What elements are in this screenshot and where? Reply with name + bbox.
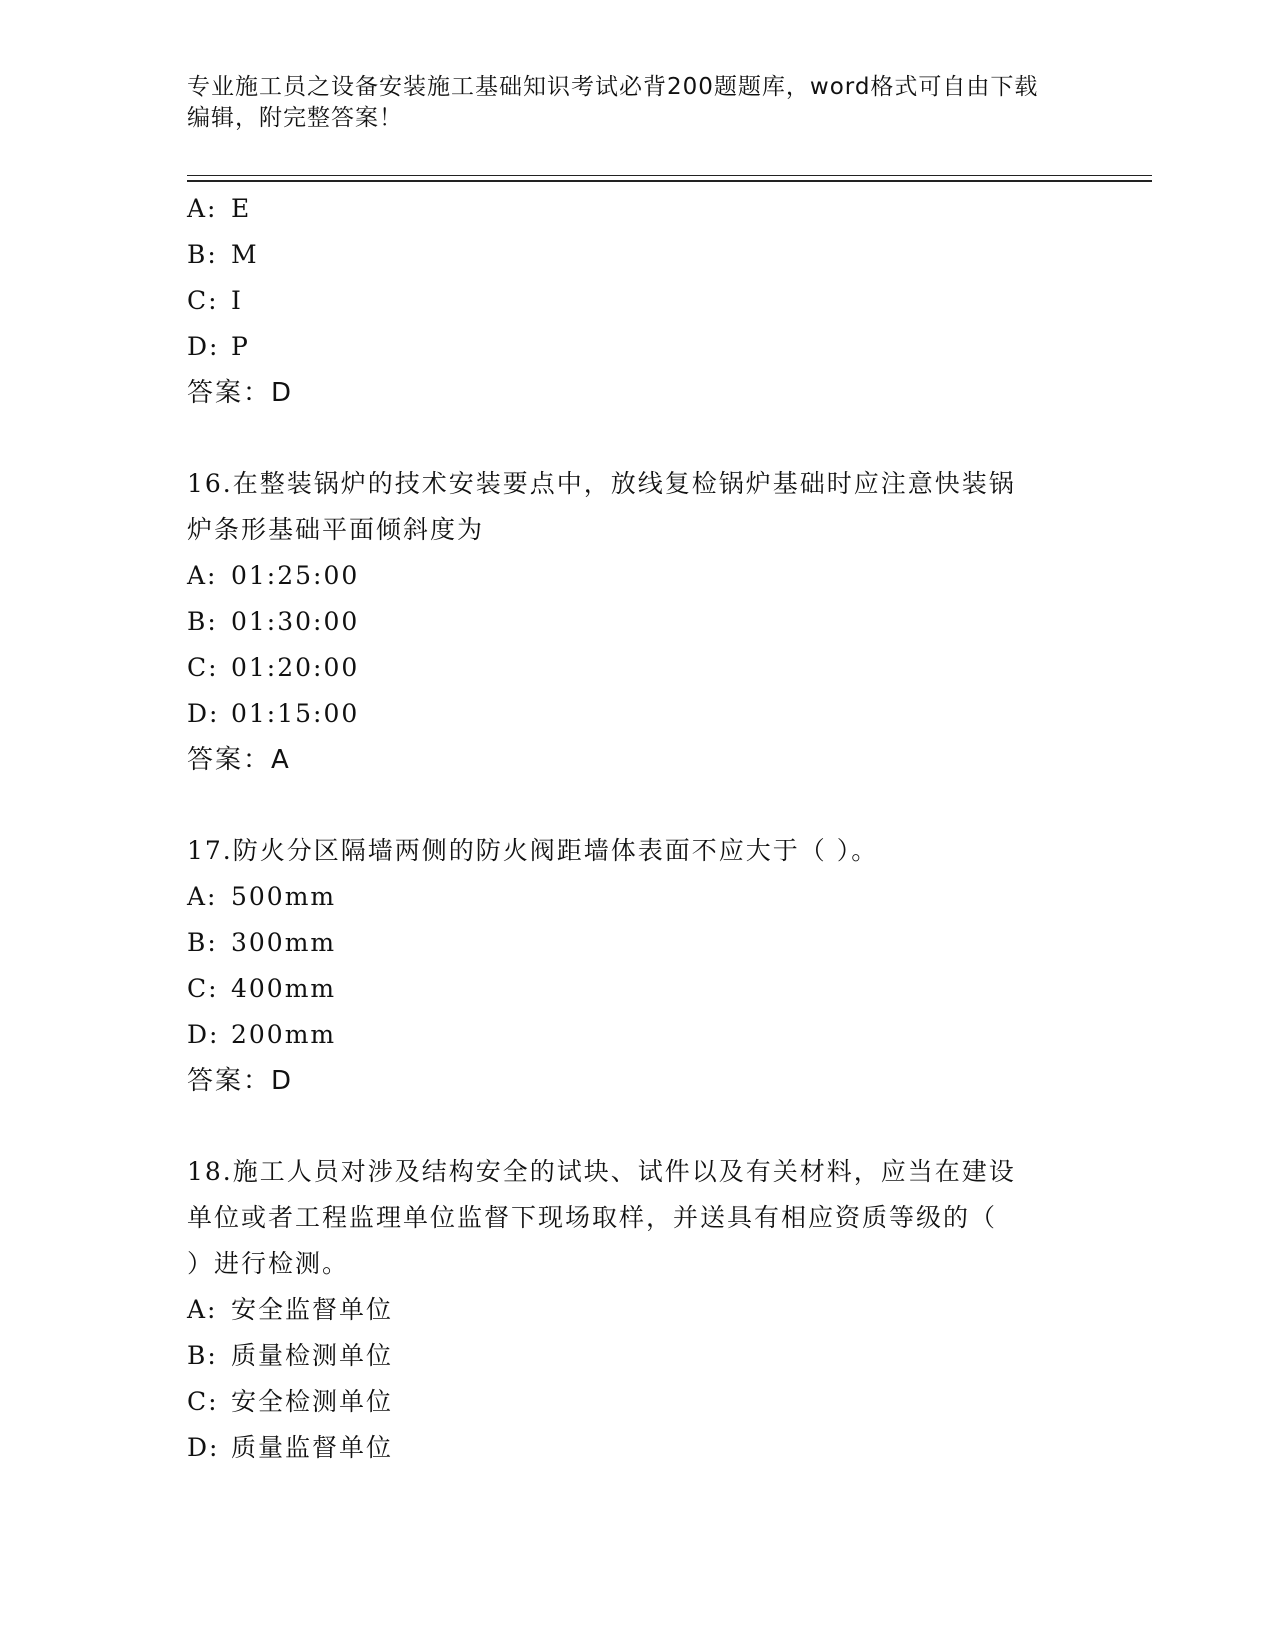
option-d: D: 01:15:00 xyxy=(187,699,360,728)
question-stem: 18.施工人员对涉及结构安全的试块、试件以及有关材料，应当在建设 xyxy=(187,1157,1016,1186)
option-a: A: E xyxy=(187,194,252,223)
option-c: C: 400mm xyxy=(187,974,337,1003)
answer-line: 答案：A xyxy=(187,745,291,775)
option-c: C: 01:20:00 xyxy=(187,653,360,682)
question-stem: 17.防火分区隔墙两侧的防火阀距墙体表面不应大于（ ）。 xyxy=(187,836,879,865)
question-stem-continued: 单位或者工程监理单位监督下现场取样，并送具有相应资质等级的（ xyxy=(187,1203,998,1232)
option-a: A: 安全监督单位 xyxy=(187,1295,394,1324)
header-divider-thick xyxy=(187,180,1152,182)
answer-line: 答案：D xyxy=(187,1066,294,1096)
question-18 xyxy=(187,1149,1087,1471)
spacer xyxy=(187,416,1087,461)
option-d: D: P xyxy=(187,332,250,361)
question-16 xyxy=(187,461,1087,783)
option-b: B: 质量检测单位 xyxy=(187,1341,394,1370)
option-b: B: 01:30:00 xyxy=(187,607,360,636)
option-a: A: 01:25:00 xyxy=(187,561,360,590)
option-b: B: M xyxy=(187,240,259,269)
question-stem: 16.在整装锅炉的技术安装要点中，放线复检锅炉基础时应注意快装锅 xyxy=(187,469,1016,498)
header-divider-thin xyxy=(187,175,1152,176)
header-line-1: 专业施工员之设备安装施工基础知识考试必背200题题库，word格式可自由下载 xyxy=(187,74,1039,100)
spacer xyxy=(187,783,1087,828)
option-d: D: 200mm xyxy=(187,1020,337,1049)
option-c: C: 安全检测单位 xyxy=(187,1387,394,1416)
question-15 xyxy=(187,186,1087,416)
option-a: A: 500mm xyxy=(187,882,337,911)
option-c: C: I xyxy=(187,286,243,315)
header-line-2: 编辑，附完整答案！ xyxy=(187,105,403,131)
question-17 xyxy=(187,828,1087,1104)
question-list xyxy=(187,186,1087,1471)
option-d: D: 质量监督单位 xyxy=(187,1433,394,1462)
option-b: B: 300mm xyxy=(187,928,337,957)
question-stem-continued: ）进行检测。 xyxy=(187,1249,350,1278)
document-header xyxy=(187,72,1087,134)
answer-line: 答案：D xyxy=(187,378,294,408)
spacer xyxy=(187,1104,1087,1149)
question-stem-continued: 炉条形基础平面倾斜度为 xyxy=(187,515,485,544)
